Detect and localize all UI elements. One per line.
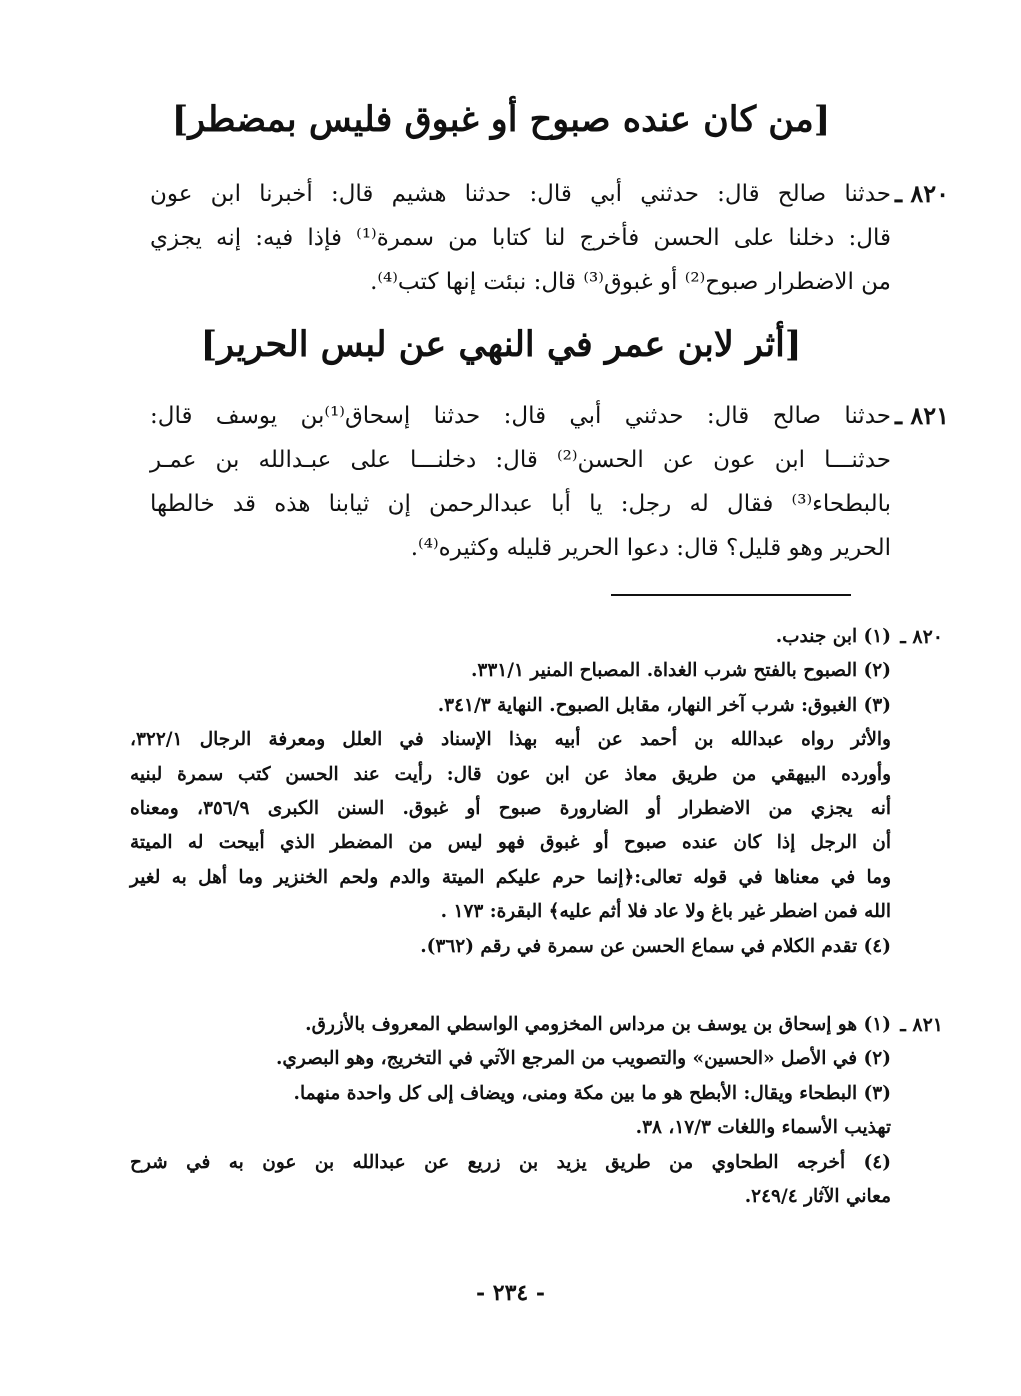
footnote-line: (٤) أخرجه الطحاوي من طريق يزيد بن زريع عن عبدالله بن عون به في شرح (130, 1151, 891, 1173)
footnote-divider (611, 594, 851, 596)
hadith-entry-821 (150, 394, 949, 570)
footnotes-821 (130, 1008, 943, 1214)
footnote-line: أن الرجل إذا كان عنده صبوح أو غبوق فهو ليس من المضطر الذي أبيحت له الميتة (130, 832, 891, 854)
section-heading: [أثر لابن عمر في النهي عن لبس الحرير] (200, 324, 802, 365)
hadith-entry-820 (150, 172, 949, 304)
entry-line: حدثنا صالح قال: حدثني أبي قال: حدثنا هشيم قال: أخبرنا ابن عون (150, 181, 891, 207)
entry-number: ٨٢١ ـ (894, 401, 949, 430)
entry-line: حدثنا صالح قال: حدثني أبي قال: حدثنا إسحاق⁽¹⁾بن يوسف قال: (150, 403, 891, 429)
footnote-line: (٣) البطحاء ويقال: الأبطح هو ما بين مكة ومنى، ويضاف إلى كل واحدة منهما. (293, 1082, 891, 1104)
entry-line: من الاضطرار صبوح⁽²⁾ أو غبوق⁽³⁾ قال: نبئت إنها كتب⁽⁴⁾. (370, 269, 891, 295)
footnote-line: الله فمن اضطر غير باغ ولا عاد فلا أثم عليه﴾ البقرة: ١٧٣ . (440, 901, 891, 923)
footnote-line: وما في معناها في قوله تعالى:﴿إنما حرم عليكم الميتة والدم ولحم الخنزير وما أهل به لغير (130, 866, 891, 888)
footnote-line: أنه يجزي من الاضطرار أو الضارورة صبوح أو غبوق. السنن الكبرى ٣٥٦/٩، ومعناه (130, 798, 892, 820)
footnote-line: وأورده البيهقي من طريق معاذ عن ابن عون قال: رأيت عند الحسن كتب سمرة لبنيه (130, 763, 891, 785)
footnote-line: (٢) في الأصل «الحسين» والتصويب من المرجع الآتي في التخريج، وهو البصري. (275, 1048, 891, 1070)
footnote-line: (٤) تقدم الكلام في سماع الحسن عن سمرة في رقم (٣٦٢). (420, 935, 891, 957)
footnote-group-number: ٨٢٠ ـ (900, 626, 943, 648)
footnotes-820 (130, 620, 943, 964)
page-number: - ٢٣٤ - (475, 1280, 546, 1306)
footnote-line: (٣) الغبوق: شرب آخر النهار، مقابل الصبوح. النهاية ٣٤١/٣. (437, 694, 891, 716)
footnote-line: (٢) الصبوح بالفتح شرب الغداة. المصباح المنير ٣٣١/١. (470, 660, 891, 682)
footnote-group-number: ٨٢١ ـ (900, 1014, 943, 1036)
footnote-line: تهذيب الأسماء واللغات ١٧/٣، ٣٨. (635, 1117, 891, 1139)
entry-line: قال: دخلنا على الحسن فأخرج لنا كتابا من سمرة⁽¹⁾ فإذا فيه: إنه يجزي (150, 225, 892, 251)
footnote-line: والأثر رواه عبدالله بن أحمد عن أبيه بهذا الإسناد في العلل ومعرفة الرجال ٣٢٢/١، (130, 729, 891, 751)
section-heading: [من كان عنده صبوح أو غبوق فليس بمضطر] (171, 99, 831, 140)
footnote-line: (١) هو إسحاق بن يوسف بن مرداس المخزومي الواسطي المعروف بالأزرق. (305, 1014, 891, 1035)
entry-line: الحرير وهو قليل؟ قال: دعوا الحرير قليله وكثيره⁽⁴⁾. (410, 535, 891, 561)
footnote-line: معاني الآثار ٢٤٩/٤. (744, 1186, 891, 1208)
entry-number: ٨٢٠ ـ (894, 179, 949, 208)
entry-line: بالبطحاء⁽³⁾ فقال له رجل: يا أبا عبدالرحمن إن ثيابنا هذه قد خالطها (150, 491, 891, 517)
entry-line: حدثنـــا ابن عون عن الحسن⁽²⁾ قال: دخلنـــا على عبـدالله بن عمـر (150, 447, 891, 473)
footnote-line: (١) ابن جندب. (775, 626, 891, 647)
